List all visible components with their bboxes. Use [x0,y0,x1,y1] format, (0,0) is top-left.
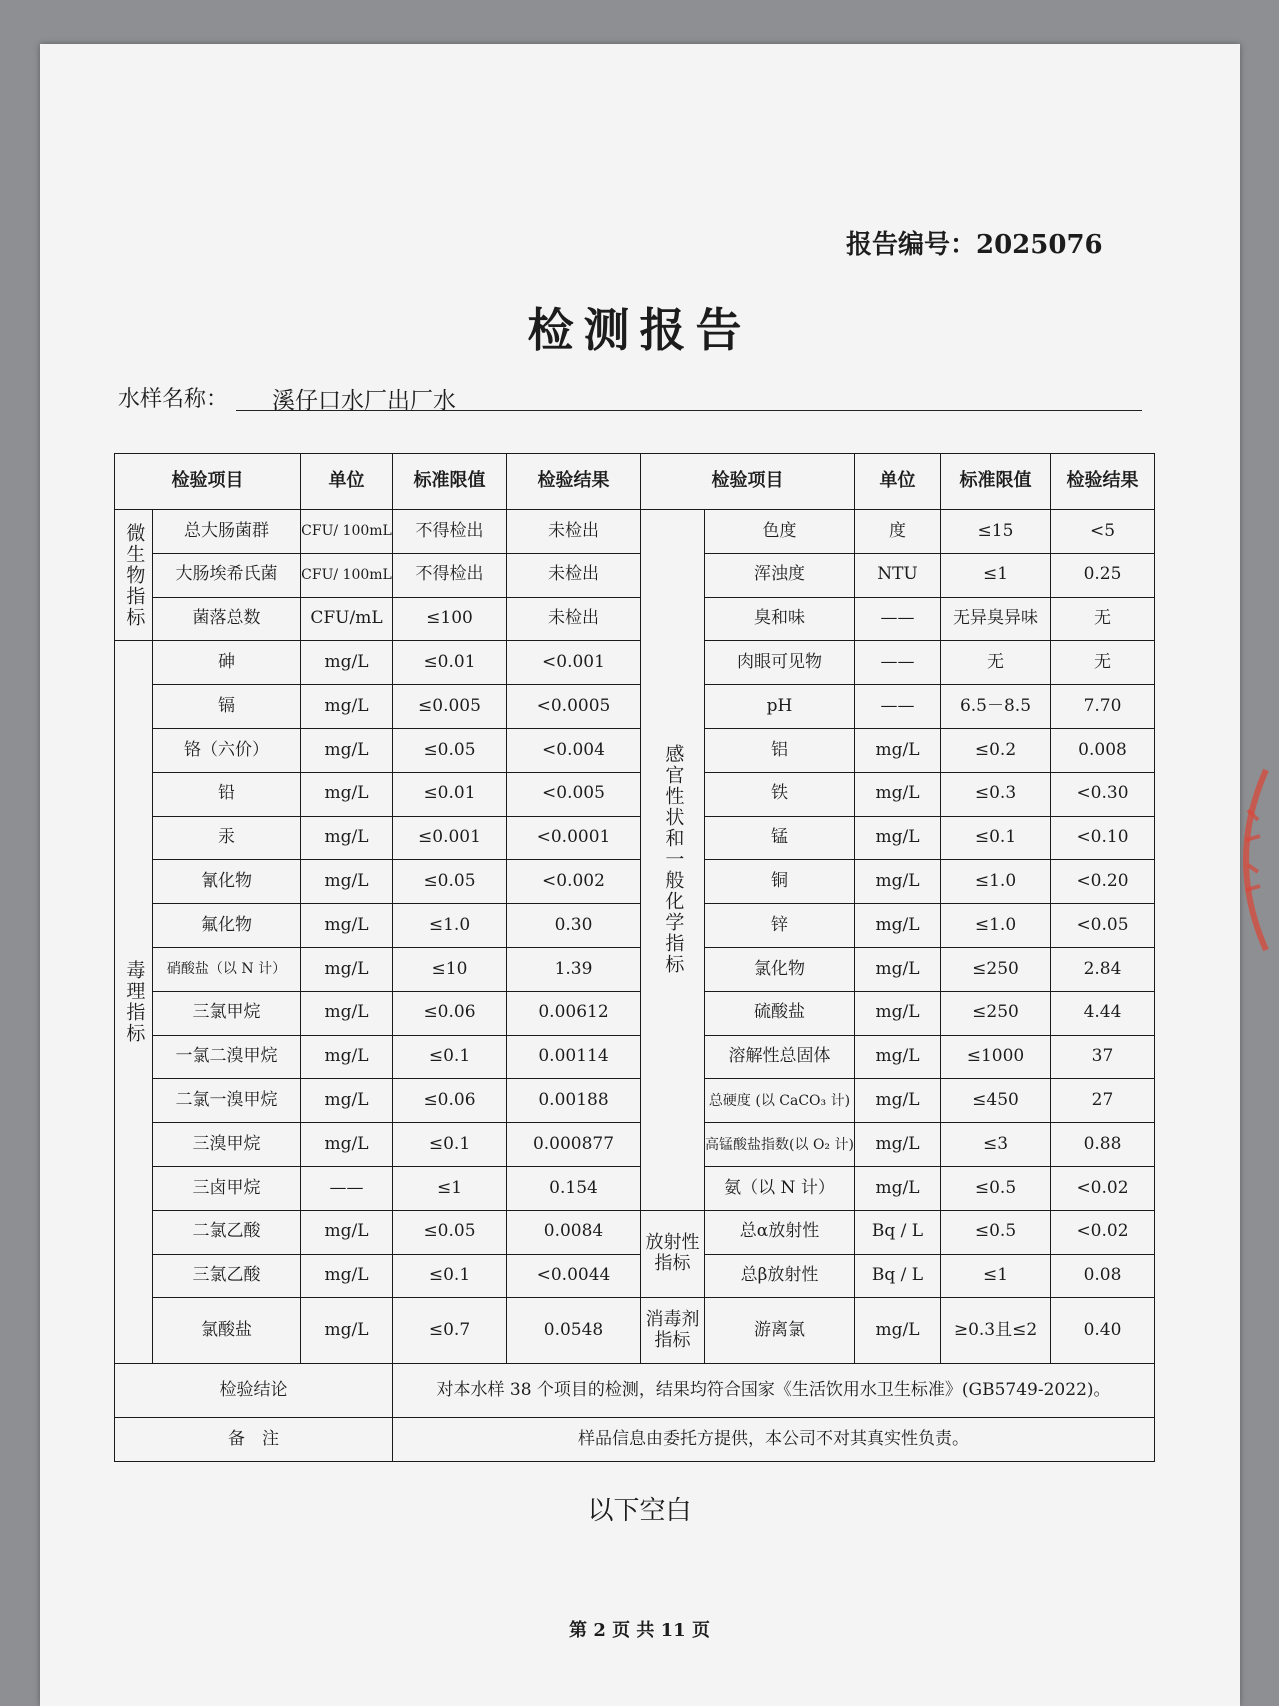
item-unit: mg/L [301,1035,393,1079]
category-toxic: 毒理指标 [115,641,153,1364]
item-unit: mg/L [855,904,941,948]
table-row [115,685,1155,729]
remark-text: 样品信息由委托方提供，本公司不对其真实性负责。 [393,1418,1155,1462]
item-result: 0.88 [1051,1123,1155,1167]
item-result: 4.44 [1051,991,1155,1035]
item-name: 氯酸盐 [153,1298,301,1364]
item-unit: CFU/ 100mL [301,553,393,597]
item-unit: —— [855,597,941,641]
header-item: 检验项目 [115,454,301,510]
item-limit: ≤0.2 [941,728,1051,772]
item-name: 铬（六价） [153,728,301,772]
item-limit: 6.5－8.5 [941,685,1051,729]
item-name: 浑浊度 [705,553,855,597]
item-result: 0.000877 [507,1123,641,1167]
item-result: 无 [1051,597,1155,641]
table-row [115,1035,1155,1079]
item-name: 高锰酸盐指数(以 O₂ 计) [705,1123,855,1167]
blank-below-note: 以下空白 [587,1496,692,1526]
table-row [115,904,1155,948]
item-unit: mg/L [301,1079,393,1123]
item-limit: ≤0.05 [393,1210,507,1254]
item-limit: 不得检出 [393,553,507,597]
item-limit: ≤250 [941,947,1051,991]
item-result: <0.02 [1051,1210,1155,1254]
item-result: 0.0084 [507,1210,641,1254]
table-header-row [115,454,1155,510]
item-unit: mg/L [301,860,393,904]
remark-row [115,1418,1155,1462]
sample-name-underline [236,382,1142,414]
table-row [115,772,1155,816]
item-unit: Bq / L [855,1254,941,1298]
item-limit: 不得检出 [393,510,507,554]
page-number: 第 2 页 共 11 页 [569,1620,710,1641]
item-unit: mg/L [855,860,941,904]
item-name: 硝酸盐（以 N 计） [153,947,301,991]
item-limit: ≤100 [393,597,507,641]
table-row [115,991,1155,1035]
item-result: 1.39 [507,947,641,991]
item-result: 未检出 [507,510,641,554]
table-row [115,1210,1155,1254]
item-limit: ≤1 [941,1254,1051,1298]
item-unit: mg/L [301,728,393,772]
table-row [115,597,1155,641]
page-title: 检测报告 [527,303,752,357]
table-row [115,1123,1155,1167]
item-limit: ≤0.1 [393,1123,507,1167]
item-name: 氟化物 [153,904,301,948]
item-name: 色度 [705,510,855,554]
item-name: 二氯乙酸 [153,1210,301,1254]
item-name: 锰 [705,816,855,860]
item-name: 三溴甲烷 [153,1123,301,1167]
item-unit: mg/L [301,1123,393,1167]
item-result: <0.05 [1051,904,1155,948]
item-limit: ≤1 [941,553,1051,597]
item-name: 游离氯 [705,1298,855,1364]
item-name: 一氯二溴甲烷 [153,1035,301,1079]
item-limit: ≤0.5 [941,1166,1051,1210]
item-limit: ≤10 [393,947,507,991]
item-result: <0.005 [507,772,641,816]
item-limit: ≤15 [941,510,1051,554]
item-limit: ≤1.0 [393,904,507,948]
item-unit: mg/L [301,947,393,991]
item-result: <0.30 [1051,772,1155,816]
table-row [115,1254,1155,1298]
item-result: 7.70 [1051,685,1155,729]
item-name: 铜 [705,860,855,904]
item-limit: ≤0.3 [941,772,1051,816]
item-name: 硫酸盐 [705,991,855,1035]
item-limit: ≤3 [941,1123,1051,1167]
item-unit: mg/L [855,772,941,816]
header-limit: 标准限值 [941,454,1051,510]
item-result: <0.001 [507,641,641,685]
item-result: 0.25 [1051,553,1155,597]
item-result: 0.154 [507,1166,641,1210]
item-result: 37 [1051,1035,1155,1079]
item-unit: mg/L [301,1210,393,1254]
item-name: 砷 [153,641,301,685]
item-result: <0.002 [507,860,641,904]
sample-name-value: 溪仔口水厂出厂水 [272,388,456,414]
category-disinfect: 消毒剂指标 [641,1298,705,1364]
item-name: 三卤甲烷 [153,1166,301,1210]
item-limit: ≤0.05 [393,728,507,772]
item-name: 铅 [153,772,301,816]
item-name: pH [705,685,855,729]
item-name: 菌落总数 [153,597,301,641]
item-name: 锌 [705,904,855,948]
category-radio: 放射性指标 [641,1210,705,1298]
header-item: 检验项目 [641,454,855,510]
results-table [114,453,1155,1462]
item-unit: mg/L [855,816,941,860]
item-result: 未检出 [507,597,641,641]
table-row [115,1079,1155,1123]
item-result: 0.40 [1051,1298,1155,1364]
item-unit: CFU/mL [301,597,393,641]
item-limit: ≤0.1 [393,1035,507,1079]
item-name: 三氯甲烷 [153,991,301,1035]
item-result: 0.00188 [507,1079,641,1123]
item-unit: mg/L [855,1298,941,1364]
item-result: 0.008 [1051,728,1155,772]
item-unit: mg/L [301,991,393,1035]
item-result: 0.30 [507,904,641,948]
item-limit: ≤0.001 [393,816,507,860]
item-limit: 无异臭异味 [941,597,1051,641]
item-result: <0.0044 [507,1254,641,1298]
table-row [115,816,1155,860]
item-unit: mg/L [301,904,393,948]
item-result: <0.004 [507,728,641,772]
item-unit: Bq / L [855,1210,941,1254]
item-name: 镉 [153,685,301,729]
item-limit: ≤0.01 [393,772,507,816]
item-result: <5 [1051,510,1155,554]
item-result: <0.0005 [507,685,641,729]
item-result: <0.10 [1051,816,1155,860]
item-unit: mg/L [301,641,393,685]
item-unit: mg/L [301,685,393,729]
conclusion-text: 对本水样 38 个项目的检测，结果均符合国家《生活饮用水卫生标准》(GB5749-2022)。 [393,1364,1155,1418]
item-unit: NTU [855,553,941,597]
item-limit: ≤0.01 [393,641,507,685]
item-name: 铁 [705,772,855,816]
item-limit: ≤0.1 [393,1254,507,1298]
item-result: 0.00114 [507,1035,641,1079]
item-unit: mg/L [855,728,941,772]
item-name: 总大肠菌群 [153,510,301,554]
header-result: 检验结果 [1051,454,1155,510]
item-unit: mg/L [855,1166,941,1210]
item-limit: 无 [941,641,1051,685]
header-result: 检验结果 [507,454,641,510]
item-result: 0.0548 [507,1298,641,1364]
conclusion-label: 检验结论 [115,1364,393,1418]
item-limit: ≤1.0 [941,860,1051,904]
item-unit: mg/L [855,1035,941,1079]
table-row [115,860,1155,904]
header-unit: 单位 [301,454,393,510]
item-result: 2.84 [1051,947,1155,991]
item-limit: ≤0.05 [393,860,507,904]
item-result: <0.02 [1051,1166,1155,1210]
item-result: 27 [1051,1079,1155,1123]
item-unit: mg/L [855,1123,941,1167]
category-micro: 微生物指标 [115,510,153,641]
item-limit: ≥0.3且≤2 [941,1298,1051,1364]
item-limit: ≤1000 [941,1035,1051,1079]
item-unit: mg/L [301,1298,393,1364]
table-row [115,510,1155,554]
item-name: 肉眼可见物 [705,641,855,685]
item-name: 二氯一溴甲烷 [153,1079,301,1123]
item-unit: —— [301,1166,393,1210]
table-row [115,553,1155,597]
item-limit: ≤450 [941,1079,1051,1123]
item-result: 无 [1051,641,1155,685]
item-name: 总β放射性 [705,1254,855,1298]
item-result: 未检出 [507,553,641,597]
table-row [115,641,1155,685]
item-unit: mg/L [855,991,941,1035]
item-limit: ≤0.06 [393,991,507,1035]
item-unit: mg/L [301,816,393,860]
item-name: 总硬度 (以 CaCO₃ 计) [705,1079,855,1123]
report-number: 报告编号：2025076 [846,230,1103,260]
item-limit: ≤0.06 [393,1079,507,1123]
item-unit: —— [855,641,941,685]
item-name: 氨（以 N 计） [705,1166,855,1210]
item-limit: ≤0.5 [941,1210,1051,1254]
item-name: 三氯乙酸 [153,1254,301,1298]
item-name: 氰化物 [153,860,301,904]
item-name: 铝 [705,728,855,772]
item-name: 臭和味 [705,597,855,641]
category-sensory: 感官性状和一般化学指标 [641,510,705,1211]
item-unit: mg/L [301,1254,393,1298]
remark-label: 备 注 [115,1418,393,1462]
item-result: <0.0001 [507,816,641,860]
item-unit: mg/L [855,947,941,991]
item-limit: ≤250 [941,991,1051,1035]
item-name: 溶解性总固体 [705,1035,855,1079]
table-row [115,728,1155,772]
item-unit: —— [855,685,941,729]
sample-name-label: 水样名称： [118,387,229,412]
item-unit: CFU/ 100mL [301,510,393,554]
item-unit: 度 [855,510,941,554]
table-row [115,1166,1155,1210]
table-row [115,947,1155,991]
item-limit: ≤1 [393,1166,507,1210]
table-row [115,1298,1155,1364]
item-name: 汞 [153,816,301,860]
item-limit: ≤1.0 [941,904,1051,948]
item-limit: ≤0.005 [393,685,507,729]
item-unit: mg/L [301,772,393,816]
item-name: 总α放射性 [705,1210,855,1254]
item-name: 大肠埃希氏菌 [153,553,301,597]
header-unit: 单位 [855,454,941,510]
conclusion-row [115,1364,1155,1418]
item-result: <0.20 [1051,860,1155,904]
item-unit: mg/L [855,1079,941,1123]
item-result: 0.00612 [507,991,641,1035]
item-limit: ≤0.7 [393,1298,507,1364]
header-limit: 标准限值 [393,454,507,510]
sample-name-row [118,382,1144,412]
red-seal-stamp [1196,760,1276,960]
item-name: 氯化物 [705,947,855,991]
item-result: 0.08 [1051,1254,1155,1298]
item-limit: ≤0.1 [941,816,1051,860]
